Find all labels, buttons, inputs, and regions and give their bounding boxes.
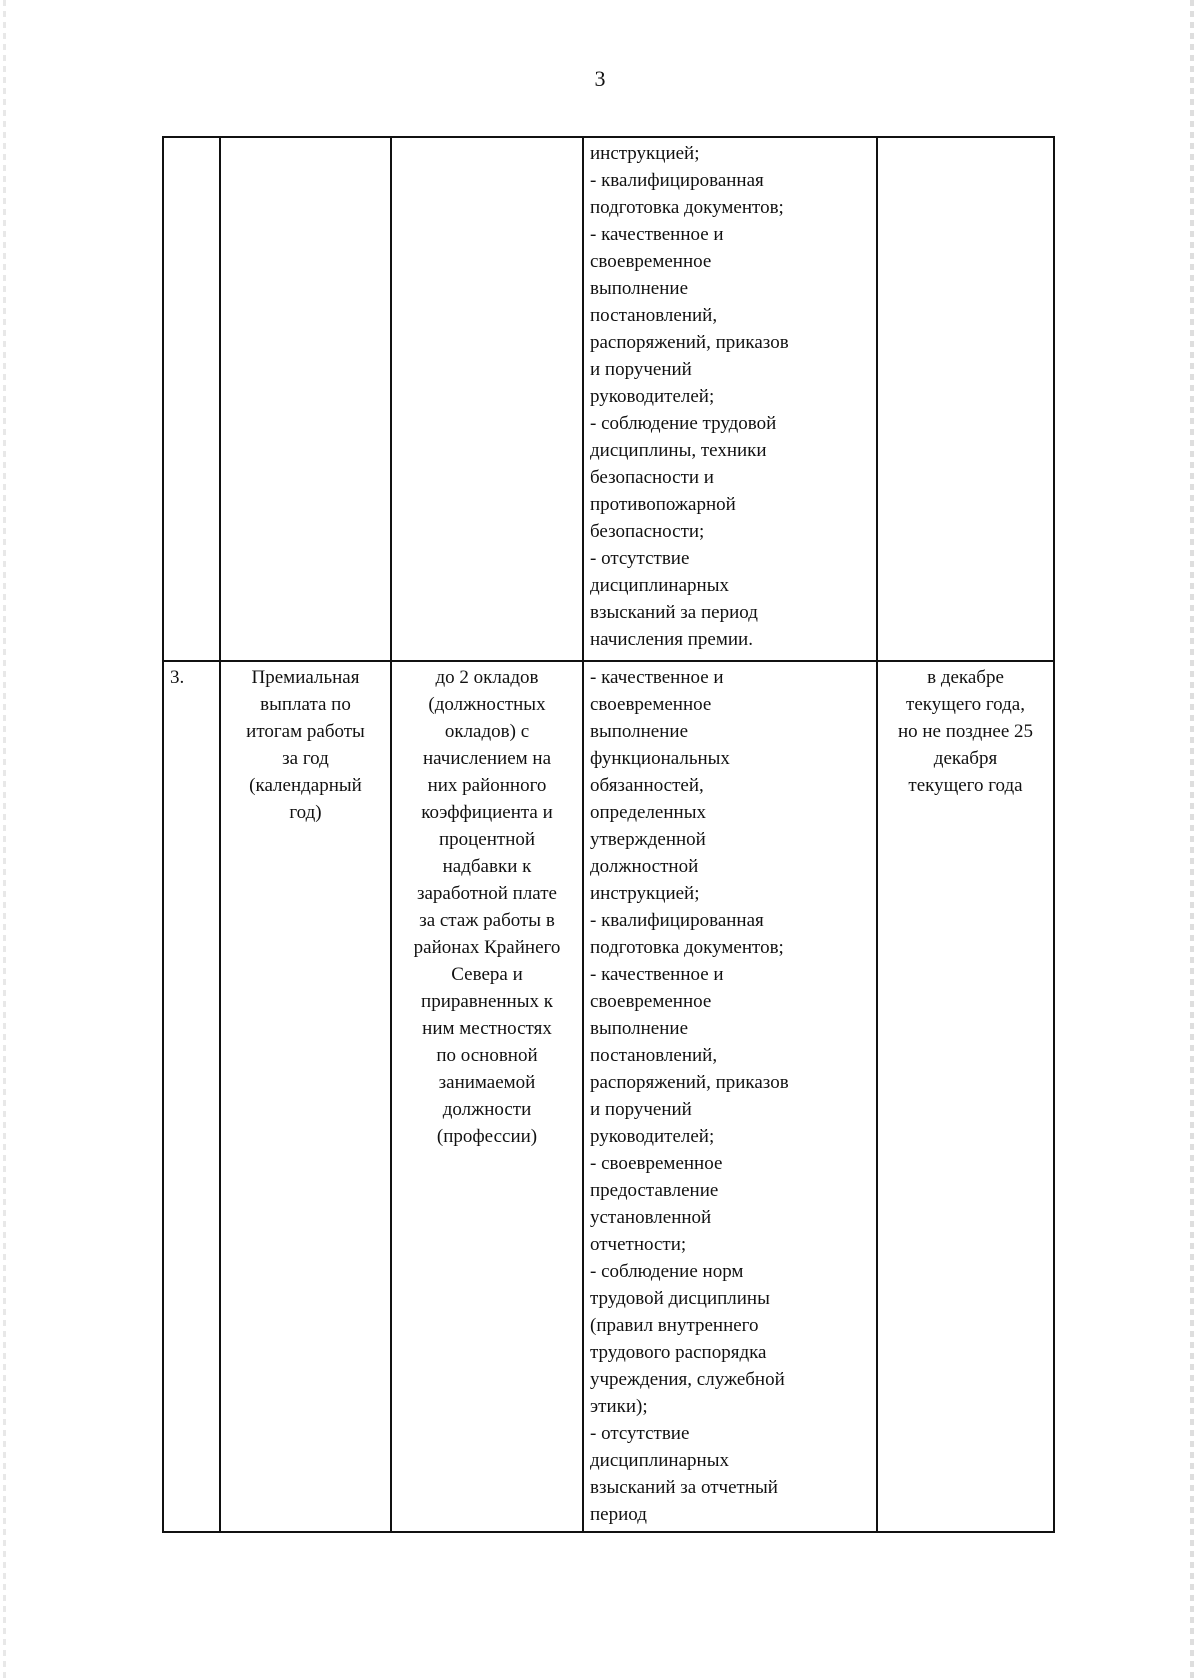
criteria-line: дисциплинарных [590,575,729,596]
criteria-line: подготовка документов; [590,937,784,958]
page-number: 3 [594,66,606,91]
amount-line: начислением на [422,748,552,769]
amount-line: них районного [427,775,547,796]
cell-term-continuation [877,137,1054,661]
criteria-line: должностной [590,856,699,877]
amount-line: (должностных [428,694,546,715]
criteria-line: - квалифицированная [590,170,764,191]
name-line: (календарный [249,775,362,796]
cell-criteria-continuation [583,137,877,661]
amount-line: (профессии) [436,1126,538,1147]
cell-payment-amount [391,661,583,1532]
row-number: 3. [170,667,185,688]
criteria-line: - качественное и [590,964,724,985]
amount-line: надбавки к [442,856,532,877]
criteria-line: (правил внутреннего [590,1315,759,1336]
cell-number-continuation [163,137,220,661]
criteria-line: дисциплины, техники [590,440,767,461]
cell-amount-continuation [391,137,583,661]
criteria-line: этики); [590,1396,648,1417]
scan-edge-right [1190,0,1194,1679]
amount-line: окладов) с [444,721,530,742]
criteria-line: инструкцией; [590,143,700,164]
criteria-line: руководителей; [590,386,715,407]
criteria-line: - соблюдение трудовой [590,413,777,434]
amount-line: по основной [436,1045,538,1066]
criteria-line: обязанностей, [590,775,704,796]
criteria-line: выполнение [590,1018,689,1039]
criteria-line: и поручений [590,359,692,380]
amount-line: должности [442,1099,532,1120]
criteria-line: инструкцией; [590,883,700,904]
criteria-line: - отсутствие [590,548,690,569]
criteria-line: трудовой дисциплины [590,1288,770,1309]
criteria-line: своевременное [590,694,712,715]
amount-line: за стаж работы в [419,910,555,931]
criteria-line: - соблюдение норм [590,1261,744,1282]
amount-line: коэффициента и [421,802,553,823]
cell-payment-name [220,661,391,1532]
bonus-table [162,136,1055,1533]
criteria-line: предоставление [590,1180,719,1201]
criteria-line: установленной [590,1207,712,1228]
criteria-line: своевременное [590,251,712,272]
criteria-line: - качественное и [590,224,724,245]
term-line: текущего года, [906,694,1025,715]
criteria-line: выполнение [590,721,689,742]
cell-number [163,661,220,1532]
criteria-line: трудового распорядка [590,1342,767,1363]
criteria-line: руководителей; [590,1126,715,1147]
amount-line: ним местностях [422,1018,552,1039]
name-line: год) [289,802,322,823]
criteria-line: учреждения, служебной [590,1369,785,1390]
name-line: итогам работы [246,721,365,742]
name-line: выплата по [260,694,351,715]
cell-name-continuation [220,137,391,661]
amount-line: приравненных к [421,991,553,1012]
criteria-line: отчетности; [590,1234,687,1255]
name-line: Премиальная [251,667,360,688]
criteria-line: безопасности и [590,467,714,488]
criteria-line: - квалифицированная [590,910,764,931]
term-line: но не позднее 25 [897,721,1034,742]
amount-line: до 2 окладов [435,667,539,688]
criteria-line: выполнение [590,278,689,299]
cell-payment-term [877,661,1054,1532]
criteria-line: распоряжений, приказов [590,1072,789,1093]
criteria-line: дисциплинарных [590,1450,729,1471]
criteria-line: - отсутствие [590,1423,690,1444]
term-line: декабря [933,748,998,769]
criteria-line: и поручений [590,1099,692,1120]
criteria-line: утвержденной [590,829,706,850]
criteria-line: взысканий за период [590,602,758,623]
amount-line: занимаемой [438,1072,536,1093]
amount-line: районах Крайнего [413,937,561,958]
criteria-line: постановлений, [590,305,718,326]
criteria-line: период [590,1504,647,1525]
table-row-3 [163,661,1054,1532]
table-row-continuation [163,137,1054,661]
name-line: за год [282,748,329,769]
criteria-line: функциональных [590,748,730,769]
term-line: в декабре [927,667,1004,688]
criteria-line: - качественное и [590,667,724,688]
criteria-line: безопасности; [590,521,705,542]
criteria-line: распоряжений, приказов [590,332,789,353]
criteria-line: - своевременное [590,1153,723,1174]
term-line: текущего года [908,775,1023,796]
amount-line: Севера и [451,964,523,985]
criteria-line: подготовка документов; [590,197,784,218]
criteria-line: взысканий за отчетный [590,1477,778,1498]
cell-payment-criteria [583,661,877,1532]
criteria-line: начисления премии. [590,629,753,650]
criteria-line: своевременное [590,991,712,1012]
scan-edge-left [3,0,6,1679]
criteria-line: противопожарной [590,494,736,515]
amount-line: процентной [438,829,536,850]
amount-line: заработной плате [416,883,557,904]
criteria-line: определенных [590,802,706,823]
criteria-line: постановлений, [590,1045,718,1066]
